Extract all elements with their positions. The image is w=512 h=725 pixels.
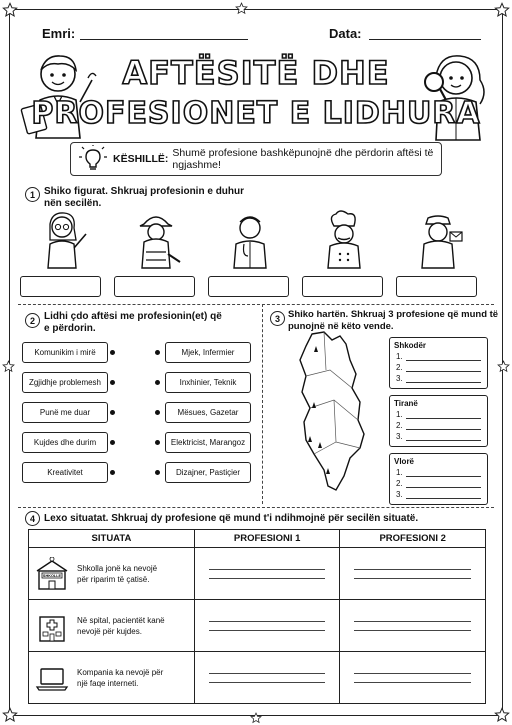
title-line-2: PROFESIONET E LIDHURA bbox=[31, 96, 481, 131]
match-dot[interactable] bbox=[155, 410, 160, 415]
region-box-tirane bbox=[389, 395, 488, 447]
match-dot[interactable] bbox=[155, 350, 160, 355]
match-dot[interactable] bbox=[155, 440, 160, 445]
date-input-line[interactable] bbox=[369, 39, 481, 40]
star-icon bbox=[2, 360, 15, 373]
profession-answer-box[interactable] bbox=[208, 276, 289, 297]
match-dot[interactable] bbox=[155, 380, 160, 385]
column-header: PROFESIONI 2 bbox=[340, 530, 486, 548]
skill-box: Kreativitet bbox=[22, 462, 108, 483]
task1-instructions bbox=[44, 186, 244, 210]
task3-line-1: Shiko hartën. Shkruaj 3 profesione që mund të bbox=[288, 309, 499, 320]
task2-instructions bbox=[44, 311, 222, 335]
profession-box: Mësues, Gazetar bbox=[165, 402, 251, 423]
profession-box: Mjek, Infermier bbox=[165, 342, 251, 363]
answer-line[interactable]: 1. bbox=[390, 408, 487, 419]
task4-instructions: Lexo situatat. Shkruaj dy profesione që mund t'i ndihmojnë për secilën situatë. bbox=[44, 513, 419, 524]
school-sign-text: SHKOLLE bbox=[42, 573, 62, 578]
situation-text: Në spital, pacientët kanë nevojë për kujdes. bbox=[77, 615, 165, 636]
tip-box bbox=[70, 142, 442, 176]
profession-box: Dizajner, Pastiçier bbox=[165, 462, 251, 483]
task1-line-1: Shiko figurat. Shkruaj profesionin e duhur bbox=[44, 186, 245, 197]
column-header: SITUATA bbox=[29, 530, 195, 548]
skill-box: Punë me duar bbox=[22, 402, 108, 423]
answer-line[interactable]: 2. bbox=[390, 419, 487, 430]
tip-label: KËSHILLË: bbox=[113, 153, 169, 165]
match-dot[interactable] bbox=[110, 440, 115, 445]
region-box-shkoder bbox=[389, 337, 488, 389]
teacher-figure-icon bbox=[36, 210, 88, 270]
star-icon bbox=[2, 707, 18, 723]
table-row bbox=[29, 652, 486, 704]
answer-cell[interactable] bbox=[340, 652, 486, 704]
star-icon bbox=[235, 2, 248, 15]
name-input-line[interactable] bbox=[80, 39, 248, 40]
match-dot[interactable] bbox=[110, 410, 115, 415]
section-divider bbox=[18, 507, 494, 508]
section-divider bbox=[262, 304, 263, 504]
skill-box: Zgjidhje problemesh bbox=[22, 372, 108, 393]
answer-line[interactable]: 3. bbox=[390, 430, 487, 441]
task2-line-1: Lidhi çdo aftësi me profesionin(et) që bbox=[44, 311, 222, 322]
skill-box: Komunikim i mirë bbox=[22, 342, 108, 363]
school-icon bbox=[35, 557, 69, 591]
match-dot[interactable] bbox=[110, 350, 115, 355]
date-label: Data: bbox=[329, 26, 362, 41]
profession-box: Elektricist, Marangoz bbox=[165, 432, 251, 453]
profession-answer-box[interactable] bbox=[396, 276, 477, 297]
table-row bbox=[29, 548, 486, 600]
answer-line[interactable]: 3. bbox=[390, 372, 487, 383]
task-number: 3 bbox=[270, 311, 285, 326]
answer-line[interactable]: 2. bbox=[390, 361, 487, 372]
match-dot[interactable] bbox=[110, 470, 115, 475]
situation-text: Kompania ka nevojë për një faqe interneti. bbox=[77, 667, 164, 688]
answer-line[interactable]: 2. bbox=[390, 477, 487, 488]
answer-line[interactable]: 1. bbox=[390, 350, 487, 361]
laptop-icon bbox=[35, 661, 69, 695]
profession-answer-box[interactable] bbox=[20, 276, 101, 297]
albania-map bbox=[290, 330, 380, 496]
profession-answer-box[interactable] bbox=[114, 276, 195, 297]
mail-carrier-figure-icon bbox=[412, 210, 464, 270]
answer-line[interactable]: 1. bbox=[390, 466, 487, 477]
firefighter-figure-icon bbox=[130, 210, 182, 270]
answer-line[interactable]: 3. bbox=[390, 488, 487, 499]
region-name: Vlorë bbox=[394, 457, 415, 466]
section-divider bbox=[18, 304, 494, 305]
answer-cell[interactable] bbox=[194, 548, 340, 600]
star-icon bbox=[494, 2, 510, 18]
column-header: PROFESIONI 1 bbox=[194, 530, 340, 548]
star-icon bbox=[497, 360, 510, 373]
profession-box: Inxhinier, Teknik bbox=[165, 372, 251, 393]
task-number: 4 bbox=[25, 511, 40, 526]
name-label: Emri: bbox=[42, 26, 76, 41]
match-dot[interactable] bbox=[155, 470, 160, 475]
answer-cell[interactable] bbox=[340, 548, 486, 600]
task-number: 1 bbox=[25, 187, 40, 202]
tip-text: Shumë profesione bashkëpunojnë dhe përdorin aftësi të ngjashme! bbox=[172, 147, 434, 171]
profession-answer-box[interactable] bbox=[302, 276, 383, 297]
star-icon bbox=[494, 707, 510, 723]
chef-figure-icon bbox=[318, 210, 370, 270]
hospital-icon bbox=[35, 609, 69, 643]
region-box-vlore bbox=[389, 453, 488, 505]
task1-line-2: nën secilën. bbox=[44, 198, 102, 209]
situations-table bbox=[28, 529, 486, 704]
title-line-1: AFTËSITË DHE bbox=[122, 54, 390, 92]
task2-line-2: e përdorin. bbox=[44, 323, 96, 334]
answer-cell[interactable] bbox=[194, 600, 340, 652]
match-dot[interactable] bbox=[110, 380, 115, 385]
star-icon bbox=[250, 712, 262, 724]
situation-text: Shkolla jonë ka nevojë për riparim të çatisë. bbox=[77, 563, 158, 584]
region-name: Tiranë bbox=[394, 399, 418, 408]
table-row bbox=[29, 600, 486, 652]
region-name: Shkodër bbox=[394, 341, 427, 350]
skill-box: Kujdes dhe durim bbox=[22, 432, 108, 453]
answer-cell[interactable] bbox=[340, 600, 486, 652]
task3-line-2: punojnë në këto vende. bbox=[288, 321, 394, 332]
task-number: 2 bbox=[25, 313, 40, 328]
doctor-figure-icon bbox=[224, 210, 276, 270]
star-icon bbox=[2, 2, 18, 18]
answer-cell[interactable] bbox=[194, 652, 340, 704]
lightbulb-icon bbox=[79, 145, 107, 173]
